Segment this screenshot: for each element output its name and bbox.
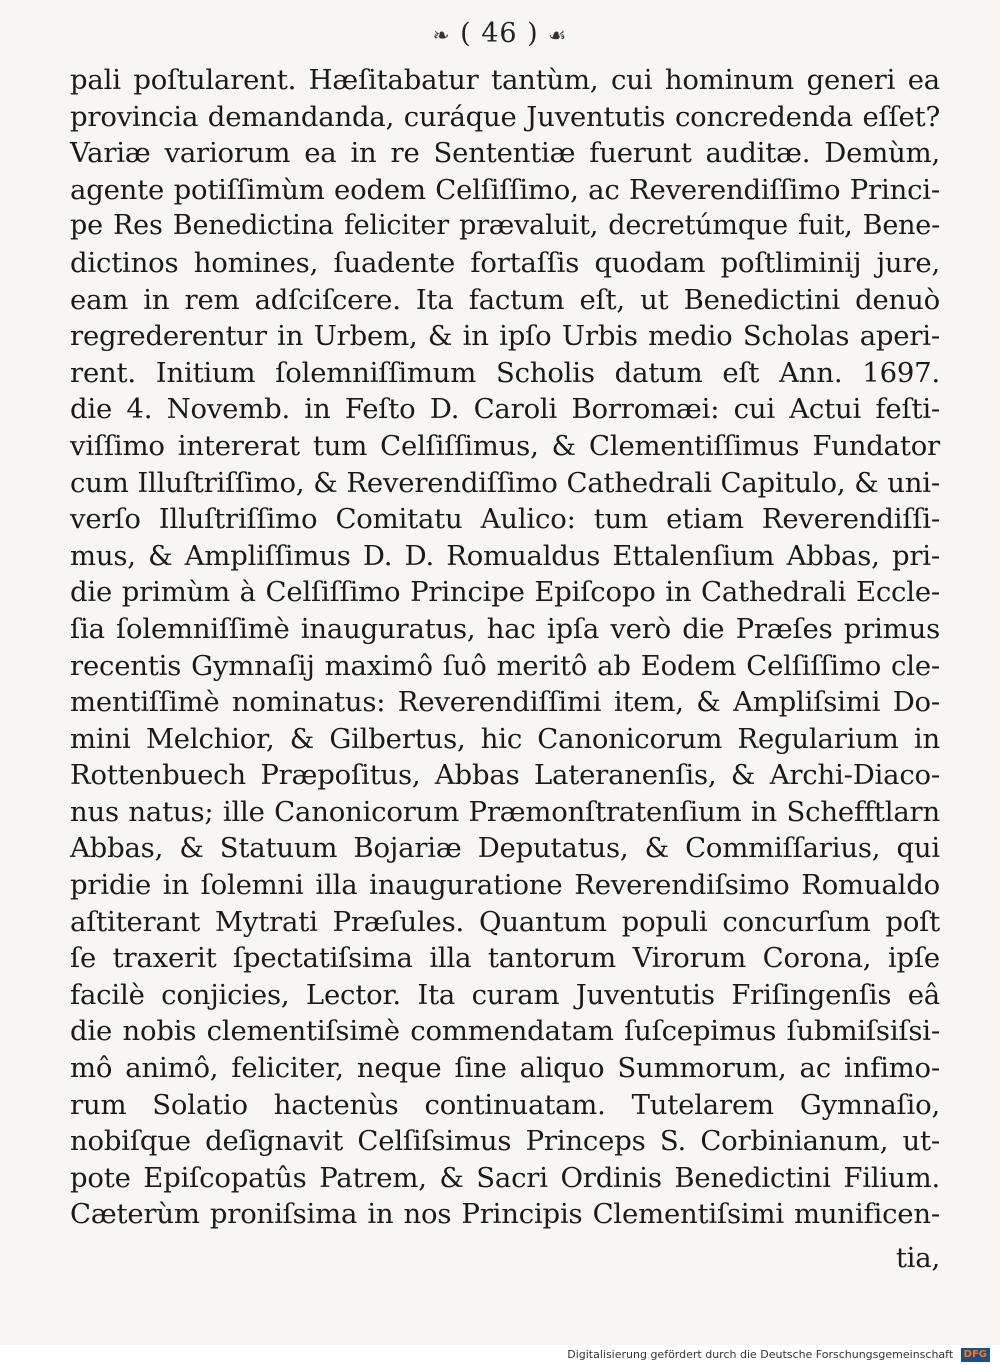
text-line: rent. Initium ſolemniſſimum Scholis datum eſt Ann. 1697. [70, 356, 940, 389]
text-line: mini Melchior, & Gilbertus, hic Canonicorum Regularium in [70, 722, 940, 755]
text-line: aſtiterant Mytrati Præſules. Quantum populi concurſum poſt [70, 905, 940, 938]
text-line: pote Epiſcopatûs Patrem, & Sacri Ordinis Benedictini Filium. [70, 1161, 940, 1194]
text-line: Abbas, & Statuum Bojariæ Deputatus, & Commiſſarius, qui [70, 832, 940, 865]
text-line: mus, & Ampliſſimus D. D. Romualdus Ettalenſium Abbas, pri- [70, 539, 940, 572]
text-line: provincia demandanda, curáque Juventutis concredenda eſſet? [70, 100, 940, 133]
text-line: cum Illuſtriſſimo, & Reverendiſſimo Cathedrali Capitulo, & uni- [70, 466, 940, 499]
text-line: rum Solatio hactenùs continuatam. Tutelarem Gymnaſio, [70, 1088, 940, 1121]
text-line: pe Res Benedictina feliciter prævaluit, decretúmque fuit, Bene- [70, 210, 940, 242]
text-line: verſo Illuſtriſſimo Comitatu Aulico: tum etiam Reverendiſſi- [70, 503, 940, 536]
text-line: ſe traxerit ſpectatiſsima illa tantorum Virorum Corona, ipſe [70, 942, 940, 975]
text-line: Variæ variorum ea in re Sententiæ fuerunt auditæ. Demùm, [70, 137, 940, 170]
footer-credit: Digitalisierung gefördert durch die Deutsche Forschungsgemeinschaft [567, 1348, 954, 1361]
text-line: ſia ſolemniſſimè inauguratus, hac ipſa verò die Præſes primus [70, 612, 940, 645]
catchword-line [70, 1240, 940, 1277]
text-line: die nobis clementiſsimè commendatam ſuſcepimus ſubmiſsiſsi- [70, 1015, 940, 1048]
text-line: nobiſque deſignavit Celſiſsimus Princeps S. Corbinianum, ut- [70, 1125, 940, 1158]
text-line: Rottenbuech Præpoſitus, Abbas Lateranenſis, & Archi-Diaco- [70, 759, 940, 792]
text-line: die 4. Novemb. in Feſto D. Caroli Borromæi: cui Actui feſti- [70, 393, 940, 426]
page-header [0, 18, 1000, 49]
text-line: pridie in ſolemni illa inauguratione Reverendiſsimo Romualdo [70, 869, 940, 902]
text-line: pali poſtularent. Hæſitabatur tantùm, cui hominum generi ea [70, 64, 940, 96]
text-line: regrederentur in Urbem, & in ipſo Urbis medio Scholas aperi- [70, 320, 940, 353]
text-line: eam in rem adſciſcere. Ita factum eſt, ut Benedictini denuò [70, 283, 940, 316]
body-text [70, 62, 940, 1233]
text-line: nus natus; ille Canonicorum Præmonſtratenſium in Schefftlarn [70, 795, 940, 828]
text-line: dictinos homines, ſuadente fortaſſis quodam poſtliminij jure, [70, 246, 940, 279]
dfg-logo-icon [961, 1348, 990, 1362]
text-line: mô animô, feliciter, neque ſine aliquo Summorum, ac infimo- [70, 1052, 940, 1085]
text-line: die primùm à Celſiſſimo Principe Epiſcopo in Cathedrali Eccle- [70, 576, 940, 609]
text-line: recentis Gymnaſij maximô ſuô meritô ab Eodem Celſiſſimo cle- [70, 649, 940, 682]
text-line: mentiſſimè nominatus: Reverendiſſimi item, & Ampliſsimi Do- [70, 686, 940, 719]
catchword: tia, [895, 1242, 940, 1274]
text-line: agente potiſſimùm eodem Celſiſſimo, ac Reverendiſſimo Princi- [70, 173, 940, 206]
footer [0, 1345, 1000, 1365]
page-number: ( 46 ) [460, 18, 539, 49]
text-line: facilè conjicies, Lector. Ita curam Juventutis Friſingenſis eâ [70, 978, 940, 1011]
dfg-logo-text: DFG [963, 1349, 987, 1360]
text-line: Cæterùm proniſsima in nos Principis Clementiſsimi munificen- [70, 1198, 940, 1231]
ornament-left-icon: ❧ [432, 23, 451, 47]
ornament-right-icon: ☙ [548, 23, 568, 47]
text-line: viſſimo intererat tum Celſiſſimus, & Clementiſſimus Fundator [70, 429, 940, 462]
